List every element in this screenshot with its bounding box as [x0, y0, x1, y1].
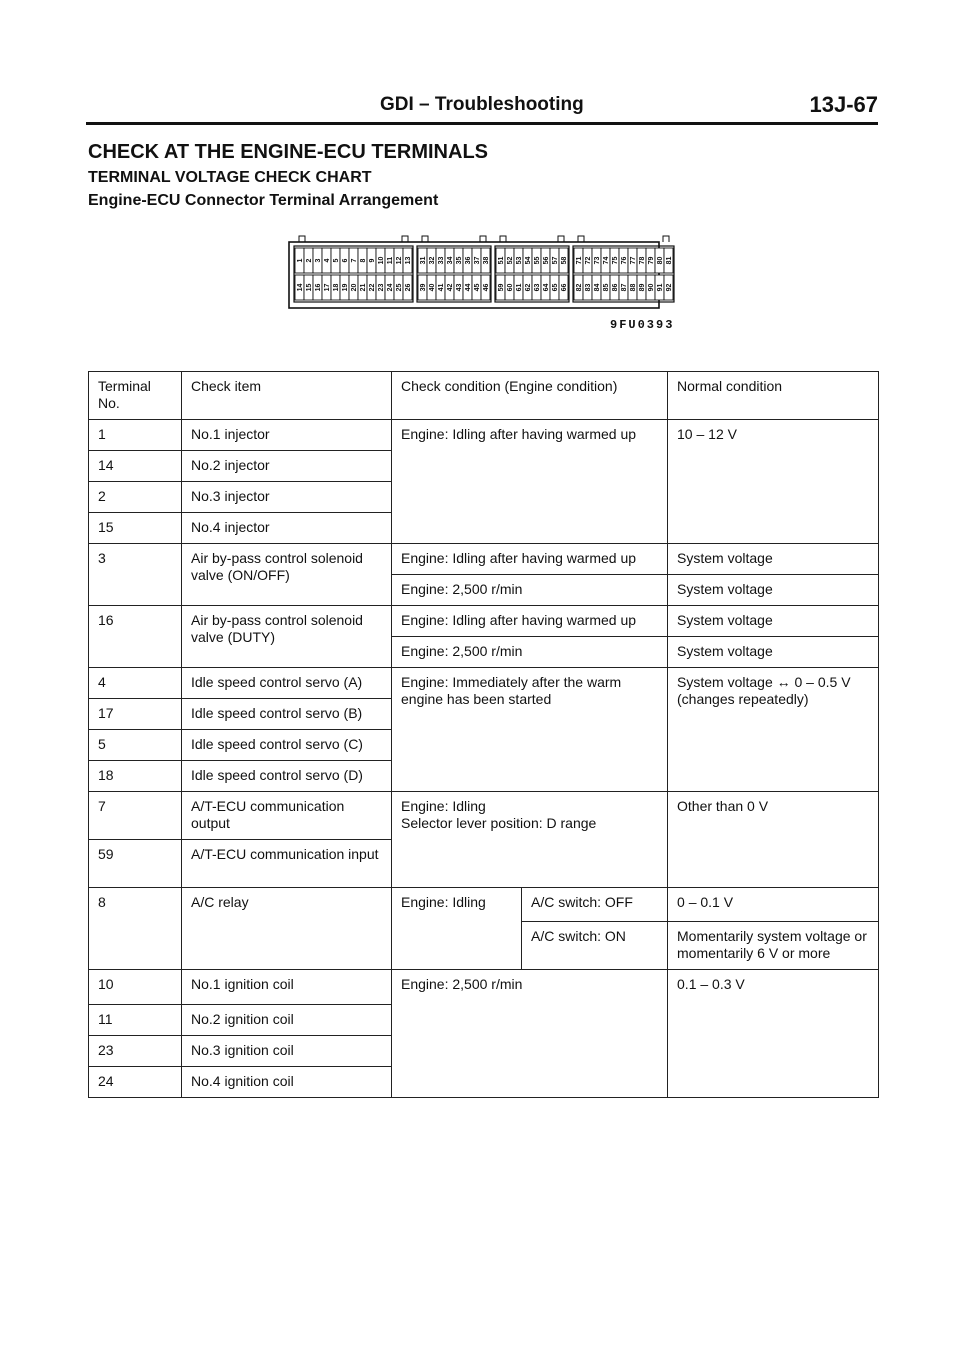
check-item-cell: No.3 injector	[182, 482, 392, 513]
pin-number: 26	[405, 283, 412, 292]
pin-number: 23	[378, 283, 385, 292]
check-item-cell: No.1 ignition coil	[182, 970, 392, 1005]
check-item-cell: Idle speed control servo (A)	[182, 668, 392, 699]
main-heading: CHECK AT THE ENGINE-ECU TERMINALS	[88, 141, 488, 163]
condition-cell	[392, 792, 668, 888]
pin-number: 21	[360, 283, 367, 292]
pin-number: 46	[483, 283, 490, 292]
check-item-cell: Air by-pass control solenoid valve (ON/OFF)	[182, 544, 392, 606]
pin-number: 45	[474, 283, 481, 292]
page-number: 13J-67	[809, 92, 878, 117]
terminal-cell: 2	[89, 482, 182, 513]
terminal-voltage-table	[88, 371, 879, 1098]
pin-number: 62	[525, 283, 532, 292]
check-item-cell: No.3 ignition coil	[182, 1036, 392, 1067]
check-item-cell: Idle speed control servo (C)	[182, 730, 392, 761]
condition-cell: Engine: Immediately after the warm engine has been started	[392, 668, 668, 792]
pin-number: 3	[315, 258, 322, 263]
terminal-cell: 4	[89, 668, 182, 699]
pin-number: 91	[657, 283, 664, 292]
table-header-row	[89, 372, 879, 420]
pin-number: 8	[360, 258, 367, 263]
normal-cell: System voltage	[668, 575, 879, 606]
pin-number: 38	[483, 256, 490, 265]
pin-number: 72	[585, 256, 592, 265]
pin-number: 59	[498, 283, 505, 292]
figure-code: 9FU0393	[610, 318, 675, 332]
check-item-cell: A/T-ECU communication input	[182, 840, 392, 888]
pin-number: 79	[648, 256, 655, 265]
pin-number: 5	[333, 258, 340, 263]
condition-line: Engine: Idling	[401, 798, 486, 814]
condition-cell: Engine: 2,500 r/min	[392, 637, 668, 668]
check-item-cell: No.4 injector	[182, 513, 392, 544]
pin-number: 2	[306, 258, 313, 263]
normal-cell: System voltage	[668, 544, 879, 575]
terminal-cell: 15	[89, 513, 182, 544]
pin-number: 85	[603, 283, 610, 292]
table-row	[89, 970, 879, 1005]
normal-cell: 0 – 0.1 V	[668, 888, 879, 922]
pin-number: 42	[447, 283, 454, 292]
check-item-cell: A/C relay	[182, 888, 392, 970]
pin-number: 58	[561, 256, 568, 265]
chart-subheading: TERMINAL VOLTAGE CHECK CHART	[88, 169, 372, 186]
terminal-cell: 3	[89, 544, 182, 606]
terminal-cell: 14	[89, 451, 182, 482]
check-item-cell: Idle speed control servo (B)	[182, 699, 392, 730]
pin-number: 44	[465, 283, 472, 292]
table-row	[89, 668, 879, 699]
terminal-cell: 17	[89, 699, 182, 730]
table-row	[89, 544, 879, 575]
terminal-cell: 23	[89, 1036, 182, 1067]
header-title: GDI – Troubleshooting	[380, 94, 584, 115]
pin-number: 74	[603, 256, 610, 265]
pin-number: 64	[543, 283, 550, 292]
connector-latch	[299, 236, 408, 242]
pin-number: 13	[405, 256, 412, 265]
pin-number: 15	[306, 283, 313, 292]
pin-number: 19	[342, 283, 349, 292]
pin-number: 41	[438, 283, 445, 292]
pin-number: 40	[429, 283, 436, 292]
normal-cell: System voltage	[668, 606, 879, 637]
switch-cell: A/C switch: ON	[522, 922, 668, 970]
header-terminal: Terminal No.	[89, 372, 182, 420]
condition-cell: Engine: Idling	[392, 888, 522, 970]
table-row	[89, 420, 879, 451]
pin-number: 31	[420, 256, 427, 265]
pin-number: 60	[507, 283, 514, 292]
check-item-cell: No.2 injector	[182, 451, 392, 482]
pin-number: 84	[594, 283, 601, 292]
pin-number: 52	[507, 256, 514, 265]
pin-number: 33	[438, 256, 445, 265]
pin-number: 78	[639, 256, 646, 265]
pin-number: 83	[585, 283, 592, 292]
check-item-cell: Idle speed control servo (D)	[182, 761, 392, 792]
pin-number: 11	[387, 256, 394, 265]
pin-number: 25	[396, 283, 403, 292]
pin-number: 34	[447, 256, 454, 265]
pin-number: 63	[534, 283, 541, 292]
normal-cell: 10 – 12 V	[668, 420, 879, 544]
pin-number: 37	[474, 256, 481, 265]
pin-number: 65	[552, 283, 559, 292]
pin-number: 61	[516, 283, 523, 292]
pin-number: 9	[369, 258, 376, 263]
pin-number: 56	[543, 256, 550, 265]
header-rule	[86, 122, 878, 125]
check-item-cell: No.2 ignition coil	[182, 1005, 392, 1036]
pin-number: 75	[612, 256, 619, 265]
normal-cell: Other than 0 V	[668, 792, 879, 888]
condition-cell: Engine: Idling after having warmed up	[392, 606, 668, 637]
header-check-condition: Check condition (Engine condition)	[392, 372, 668, 420]
check-item-cell: A/T-ECU communication output	[182, 792, 392, 840]
terminal-cell: 16	[89, 606, 182, 668]
header-normal-condition: Normal condition	[668, 372, 879, 420]
condition-cell: Engine: Idling after having warmed up	[392, 420, 668, 544]
pin-number: 17	[324, 283, 331, 292]
check-item-cell: No.4 ignition coil	[182, 1067, 392, 1098]
pin-number: 55	[534, 256, 541, 265]
pin-number: 88	[630, 283, 637, 292]
pin-number: 12	[396, 256, 403, 265]
pin-number: 71	[576, 256, 583, 265]
pin-number: 57	[552, 256, 559, 265]
terminal-cell: 1	[89, 420, 182, 451]
pin-number: 32	[429, 256, 436, 265]
terminal-cell: 10	[89, 970, 182, 1005]
pin-number: 51	[498, 256, 505, 265]
terminal-cell: 7	[89, 792, 182, 840]
pin-number: 24	[387, 283, 394, 292]
condition-cell: Engine: 2,500 r/min	[392, 970, 668, 1098]
terminal-cell: 8	[89, 888, 182, 970]
check-item-cell: Air by-pass control solenoid valve (DUTY)	[182, 606, 392, 668]
pin-number: 92	[666, 283, 673, 292]
pin-number: 22	[369, 283, 376, 292]
terminal-cell: 24	[89, 1067, 182, 1098]
pin-number: 20	[351, 283, 358, 292]
pin-number: 81	[666, 256, 673, 265]
terminal-cell: 59	[89, 840, 182, 888]
pin-number: 76	[621, 256, 628, 265]
header-check-item: Check item	[182, 372, 392, 420]
pin-number: 54	[525, 256, 532, 265]
connector-latch	[422, 236, 486, 242]
check-item-cell: No.1 injector	[182, 420, 392, 451]
table-row	[89, 792, 879, 840]
pin-number: 39	[420, 283, 427, 292]
condition-cell: Engine: 2,500 r/min	[392, 575, 668, 606]
pin-number: 87	[621, 283, 628, 292]
pin-number: 82	[576, 283, 583, 292]
pin-number: 66	[561, 283, 568, 292]
pin-number: 1	[297, 258, 304, 263]
pin-number: 53	[516, 256, 523, 265]
condition-cell: Engine: Idling after having warmed up	[392, 544, 668, 575]
condition-line: Selector lever position: D range	[401, 815, 597, 831]
section-title: Engine-ECU Connector Terminal Arrangement	[88, 192, 439, 209]
connector-terminal-diagram	[285, 232, 673, 314]
pin-number: 90	[648, 283, 655, 292]
terminal-cell: 5	[89, 730, 182, 761]
pin-number: 10	[378, 256, 385, 265]
pin-number: 4	[324, 258, 331, 263]
page-header	[86, 94, 878, 128]
pin-number: 7	[351, 258, 358, 263]
terminal-cell: 11	[89, 1005, 182, 1036]
pin-number: 86	[612, 283, 619, 292]
connector-latch	[578, 236, 669, 242]
pin-number: 14	[297, 283, 304, 292]
normal-cell: System voltage	[668, 637, 879, 668]
pin-number: 77	[630, 256, 637, 265]
pin-number: 43	[456, 283, 463, 292]
table-row	[89, 606, 879, 637]
pin-number: 89	[639, 283, 646, 292]
connector-latch	[500, 236, 564, 242]
switch-cell: A/C switch: OFF	[522, 888, 668, 922]
pin-number: 35	[456, 256, 463, 265]
table-row	[89, 888, 879, 922]
terminal-cell: 18	[89, 761, 182, 792]
pin-number: 16	[315, 283, 322, 292]
normal-cell: 0.1 – 0.3 V	[668, 970, 879, 1098]
normal-cell: Momentarily system voltage or momentarily 6 V or more	[668, 922, 879, 970]
pin-number: 36	[465, 256, 472, 265]
pin-number: 6	[342, 258, 349, 263]
pin-number: 18	[333, 283, 340, 292]
pin-number: 73	[594, 256, 601, 265]
pin-number: 80	[657, 256, 664, 265]
normal-cell: System voltage ↔ 0 – 0.5 V (changes repeatedly)	[668, 668, 879, 792]
